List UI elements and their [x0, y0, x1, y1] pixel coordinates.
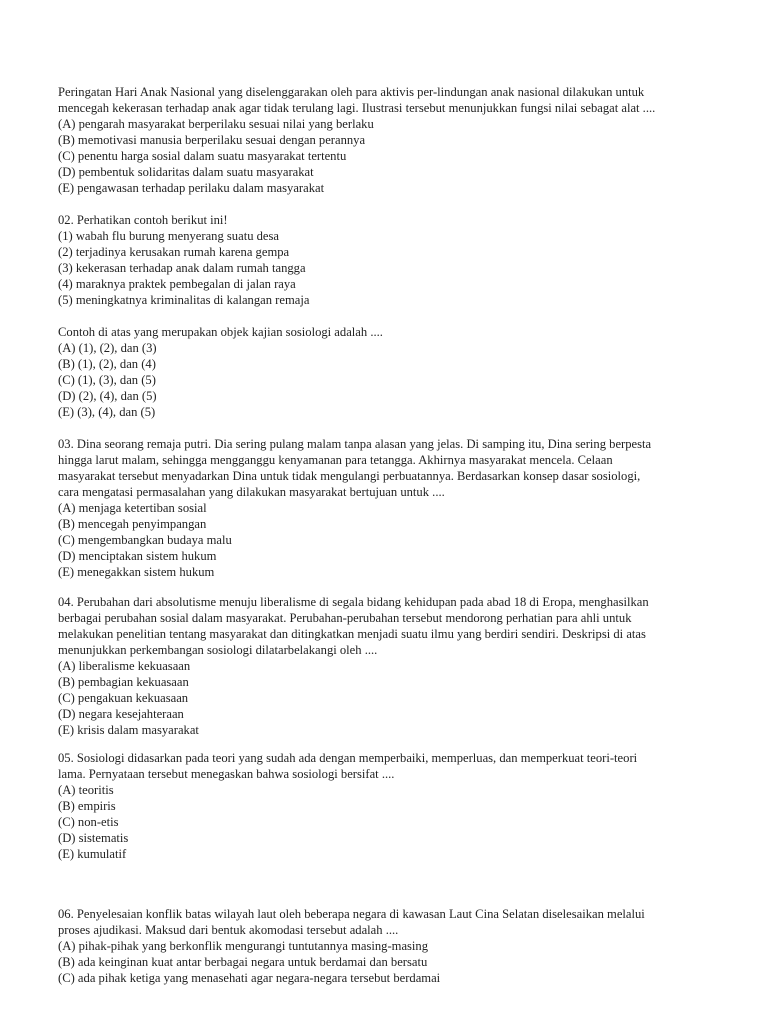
- question-text-line: Contoh di atas yang merupakan objek kajian sosiologi adalah ....: [58, 325, 383, 339]
- answer-option-a: (A) pengarah masyarakat berperilaku sesuai nilai yang berlaku: [58, 117, 374, 131]
- question-text-line: melakukan penelitian tentang masyarakat dan ditingkatkan menjadi suatu ilmu yang berdiri sendiri. Deskripsi di atas: [58, 627, 646, 641]
- question-text-line: proses ajudikasi. Maksud dari bentuk akomodasi tersebut adalah ....: [58, 923, 399, 937]
- question-text-line: lama. Pernyataan tersebut menegaskan bahwa sosiologi bersifat ....: [58, 767, 395, 781]
- question-text-line: hingga larut malam, sehingga mengganggu kenyamanan para tetangga. Akhirnya masyarakat mencela. Celaan: [58, 453, 613, 467]
- question-text-line: 06. Penyelesaian konflik batas wilayah laut oleh beberapa negara di kawasan Laut Cina Selatan diselesaikan melalui: [58, 907, 645, 921]
- example-item: (4) maraknya praktek pembegalan di jalan raya: [58, 277, 296, 291]
- answer-option-b: (B) empiris: [58, 799, 116, 813]
- question-text-line: 04. Perubahan dari absolutisme menuju liberalisme di segala bidang kehidupan pada abad 18 di Eropa, menghasilkan: [58, 595, 649, 609]
- question-5: [58, 750, 637, 862]
- question-2: [58, 212, 309, 308]
- answer-option-a: (A) pihak-pihak yang berkonflik mengurangi tuntutannya masing-masing: [58, 939, 429, 953]
- question-text-line: menunjukkan perkembangan sosiologi dilatarbelakangi oleh ....: [58, 643, 378, 657]
- question-text-line: Peringatan Hari Anak Nasional yang diselenggarakan oleh para aktivis per-lindungan anak nasional dilakukan untuk: [58, 85, 645, 99]
- example-item: (5) meningkatnya kriminalitas di kalangan remaja: [58, 293, 310, 307]
- question-text-line: mencegah kekerasan terhadap anak agar tidak terulang lagi. Ilustrasi tersebut menunjukkan fungsi nilai sebagat alat ....: [58, 101, 656, 115]
- answer-option-a: (A) menjaga ketertiban sosial: [58, 501, 207, 515]
- answer-option-d: (D) sistematis: [58, 831, 129, 845]
- answer-option-c: (C) non-etis: [58, 815, 119, 829]
- answer-option-a: (A) (1), (2), dan (3): [58, 341, 157, 355]
- question-6: [58, 906, 645, 986]
- example-item: (2) terjadinya kerusakan rumah karena gempa: [58, 245, 290, 259]
- question-text-line: 03. Dina seorang remaja putri. Dia sering pulang malam tanpa alasan yang jelas. Di samping itu, Dina sering berpesta: [58, 437, 652, 451]
- example-item: (1) wabah flu burung menyerang suatu desa: [58, 229, 280, 243]
- question-4: [58, 594, 649, 738]
- answer-option-e: (E) (3), (4), dan (5): [58, 405, 156, 419]
- question-text-line: 02. Perhatikan contoh berikut ini!: [58, 213, 228, 227]
- answer-option-c: (C) penentu harga sosial dalam suatu masyarakat tertentu: [58, 149, 347, 163]
- answer-option-e: (E) menegakkan sistem hukum: [58, 565, 215, 579]
- answer-option-c: (C) mengembangkan budaya malu: [58, 533, 232, 547]
- question-text-line: berbagai perubahan sosial dalam masyarakat. Perubahan-perubahan tersebut mendorong perhatian para ahli untuk: [58, 611, 632, 625]
- answer-option-d: (D) negara kesejahteraan: [58, 707, 184, 721]
- answer-option-d: (D) (2), (4), dan (5): [58, 389, 157, 403]
- answer-option-d: (D) pembentuk solidaritas dalam suatu masyarakat: [58, 165, 314, 179]
- answer-option-b: (B) mencegah penyimpangan: [58, 517, 207, 531]
- example-item: (3) kekerasan terhadap anak dalam rumah tangga: [58, 261, 306, 275]
- answer-option-e: (E) krisis dalam masyarakat: [58, 723, 199, 737]
- answer-option-e: (E) pengawasan terhadap perilaku dalam masyarakat: [58, 181, 325, 195]
- answer-option-a: (A) liberalisme kekuasaan: [58, 659, 191, 673]
- answer-option-b: (B) (1), (2), dan (4): [58, 357, 156, 371]
- answer-option-d: (D) menciptakan sistem hukum: [58, 549, 217, 563]
- answer-option-b: (B) ada keinginan kuat antar berbagai negara untuk berdamai dan bersatu: [58, 955, 428, 969]
- answer-option-c: (C) ada pihak ketiga yang menasehati agar negara-negara tersebut berdamai: [58, 971, 441, 985]
- answer-option-b: (B) memotivasi manusia berperilaku sesuai dengan perannya: [58, 133, 366, 147]
- answer-option-e: (E) kumulatif: [58, 847, 127, 861]
- question-text-line: masyarakat tersebut menyadarkan Dina untuk tidak mengulangi perbuatannya. Berdasarkan konsep dasar sosiologi,: [58, 469, 641, 483]
- question-3: [58, 436, 651, 580]
- question-text-line: cara mengatasi permasalahan yang dilakukan masyarakat bertujuan untuk ....: [58, 485, 445, 499]
- answer-option-c: (C) (1), (3), dan (5): [58, 373, 156, 387]
- answer-option-c: (C) pengakuan kekuasaan: [58, 691, 189, 705]
- answer-option-a: (A) teoritis: [58, 783, 114, 797]
- question-text-line: 05. Sosiologi didasarkan pada teori yang sudah ada dengan memperbaiki, memperluas, dan memperkuat teori-teori: [58, 751, 638, 765]
- question-2-prompt: [58, 324, 383, 420]
- answer-option-b: (B) pembagian kekuasaan: [58, 675, 189, 689]
- question-1: [58, 84, 655, 196]
